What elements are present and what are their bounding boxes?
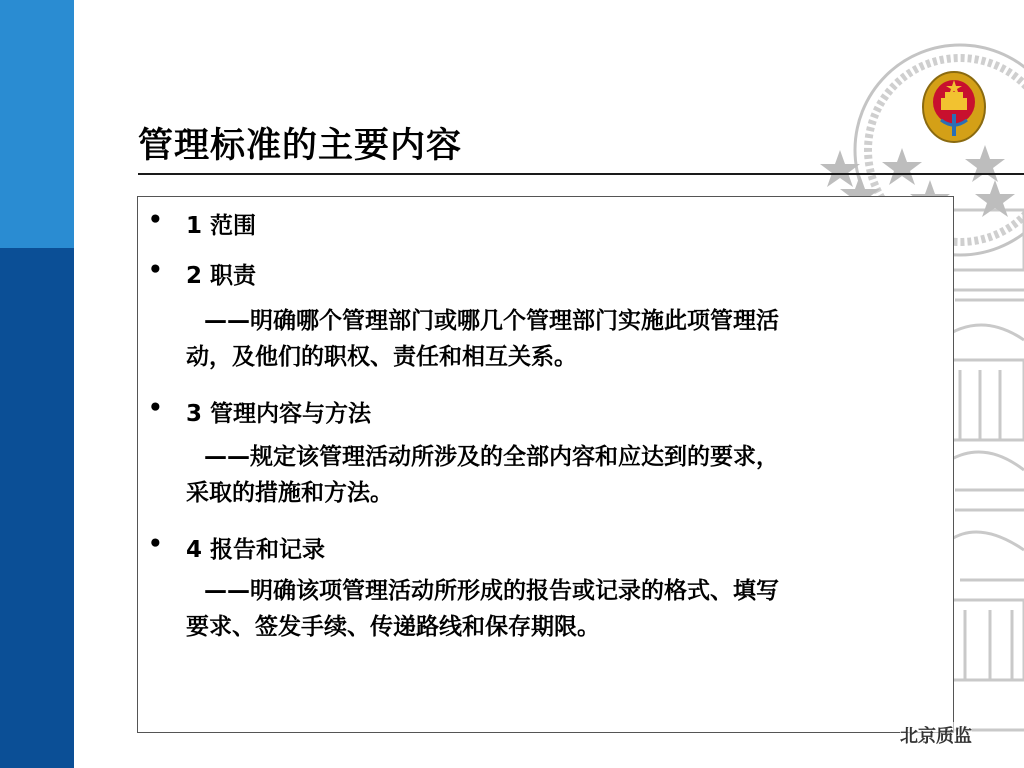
description-line: ——规定该管理活动所涉及的全部内容和应达到的要求，	[204, 444, 779, 470]
title-divider	[138, 173, 1024, 175]
bullet-marker: •	[148, 257, 163, 283]
national-emblem-icon	[921, 70, 987, 144]
bullet-marker: •	[148, 207, 163, 233]
left-accent-bar-top	[0, 0, 74, 248]
bullet-marker: •	[148, 531, 163, 557]
description-line: ——明确哪个管理部门或哪几个管理部门实施此项管理活	[204, 308, 779, 334]
item-label-scope: 1 范围	[186, 213, 257, 239]
footer-organization: 北京质监	[900, 722, 972, 748]
description-line: ——明确该项管理活动所形成的报告或记录的格式、填写	[204, 578, 779, 604]
item-description	[186, 573, 946, 645]
item-label-reports-records: 4 报告和记录	[186, 537, 326, 563]
description-line: 动，及他们的职权、责任和相互关系。	[186, 344, 577, 370]
item-description	[186, 303, 946, 375]
content-panel	[137, 196, 954, 733]
item-description	[186, 439, 946, 511]
item-label-responsibility: 2 职责	[186, 263, 257, 289]
description-line: 采取的措施和方法。	[186, 480, 393, 506]
bullet-marker: •	[148, 395, 163, 421]
left-accent-bar-bottom	[0, 248, 74, 768]
description-line: 要求、签发手续、传递路线和保存期限。	[186, 614, 600, 640]
item-label-content-methods: 3 管理内容与方法	[186, 401, 372, 427]
slide-title: 管理标准的主要内容	[138, 126, 463, 166]
